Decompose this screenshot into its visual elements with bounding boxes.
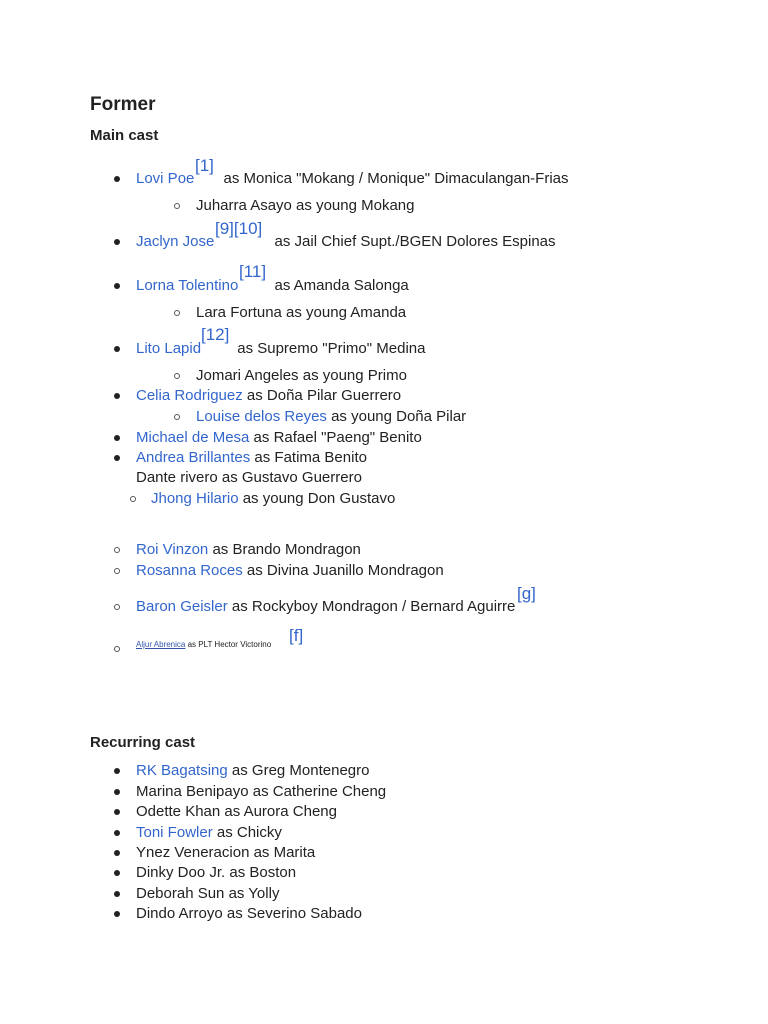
role-text: as Rockyboy Mondragon / Bernard Aguirre — [227, 598, 516, 615]
reference-link[interactable]: [12] — [201, 325, 230, 344]
list-item-louise-delos-reyes — [196, 408, 466, 426]
reference-link[interactable]: [1] — [195, 156, 214, 175]
role-text: as Monica "Mokang / Monique" Dimaculangan-Frias — [219, 170, 569, 187]
list-bullet — [114, 870, 120, 876]
list-bullet — [114, 789, 120, 795]
list-bullet — [114, 768, 120, 774]
list-bullet — [114, 283, 120, 289]
link-roi-vinzon[interactable]: Roi Vinzon — [136, 541, 209, 558]
list-item-aljur-abrenica — [136, 640, 271, 650]
role-text: as young Doña Pilar — [326, 408, 467, 425]
list-item-marina-benipayo: Marina Benipayo as Catherine Cheng — [136, 783, 387, 800]
reference-link[interactable]: [9][10] — [215, 219, 263, 238]
list-bullet — [114, 568, 120, 574]
list-bullet — [114, 435, 120, 441]
list-item-jomari-angeles: Jomari Angeles as young Primo — [196, 367, 407, 384]
list-bullet — [174, 373, 180, 379]
list-item-michael-de-mesa — [136, 429, 422, 447]
link-aljur-abrenica[interactable]: Aljur Abrenica — [136, 640, 186, 649]
list-bullet — [174, 414, 180, 420]
role-text: as Fatima Benito — [250, 449, 367, 466]
list-bullet — [114, 646, 120, 652]
link-rosanna-roces[interactable]: Rosanna Roces — [136, 562, 243, 579]
link-jhong-hilario[interactable]: Jhong Hilario — [151, 490, 239, 507]
role-text: as Amanda Salonga — [270, 277, 409, 294]
list-bullet — [114, 604, 120, 610]
list-bullet — [130, 496, 136, 502]
link-baron-geisler[interactable]: Baron Geisler — [136, 598, 228, 615]
list-bullet — [114, 830, 120, 836]
role-text: as Jail Chief Supt./BGEN Dolores Espinas — [270, 233, 556, 250]
role-text: as Divina Juanillo Mondragon — [242, 562, 444, 579]
list-bullet — [114, 911, 120, 917]
role-text: as Chicky — [212, 824, 282, 841]
list-item-odette-khan: Odette Khan as Aurora Cheng — [136, 803, 337, 820]
list-bullet — [114, 809, 120, 815]
list-bullet — [114, 176, 120, 182]
list-item-jhong-hilario — [151, 490, 395, 508]
role-text: as Supremo "Primo" Medina — [233, 340, 426, 357]
list-item-andrea-brillantes — [136, 449, 367, 467]
list-item-ynez-veneracion: Ynez Veneracion as Marita — [136, 844, 316, 861]
link-lito-lapid[interactable]: Lito Lapid — [136, 340, 202, 357]
link-lorna-tolentino[interactable]: Lorna Tolentino — [136, 277, 239, 294]
role-text: as Rafael "Paeng" Benito — [249, 429, 422, 446]
role-text: as Greg Montenegro — [227, 762, 370, 779]
list-item-celia-rodriguez — [136, 387, 401, 405]
list-item-roi-vinzon — [136, 541, 361, 559]
link-andrea-brillantes[interactable]: Andrea Brillantes — [136, 449, 251, 466]
list-item-dante-rivero: Dante rivero as Gustavo Guerrero — [136, 469, 362, 486]
list-bullet — [114, 346, 120, 352]
subheading-main-cast: Main cast — [90, 127, 159, 144]
list-item-deborah-sun: Deborah Sun as Yolly — [136, 885, 280, 902]
list-bullet — [174, 203, 180, 209]
list-bullet — [114, 547, 120, 553]
list-item-lito-lapid — [136, 340, 425, 358]
role-text: as Brando Mondragon — [208, 541, 361, 558]
link-toni-fowler[interactable]: Toni Fowler — [136, 824, 213, 841]
role-text: as young Don Gustavo — [238, 490, 396, 507]
list-bullet — [114, 393, 120, 399]
role-text: as PLT Hector Victorino — [185, 640, 272, 649]
list-item-dindo-arroyo: Dindo Arroyo as Severino Sabado — [136, 905, 362, 922]
list-item-toni-fowler — [136, 824, 282, 842]
reference-link[interactable]: [f] — [289, 626, 304, 645]
link-louise-delos-reyes[interactable]: Louise delos Reyes — [196, 408, 327, 425]
list-item-dinky-doo: Dinky Doo Jr. as Boston — [136, 864, 297, 881]
list-item-rosanna-roces — [136, 562, 444, 580]
list-item-lorna-tolentino — [136, 277, 409, 295]
list-bullet — [114, 239, 120, 245]
section-heading-former: Former — [90, 94, 156, 115]
list-bullet — [174, 310, 180, 316]
list-item-lara-fortuna: Lara Fortuna as young Amanda — [196, 304, 407, 321]
list-item-juharra-asayo: Juharra Asayo as young Mokang — [196, 197, 415, 214]
subheading-recurring-cast: Recurring cast — [90, 734, 196, 751]
role-text: as Doña Pilar Guerrero — [242, 387, 402, 404]
link-lovi-poe[interactable]: Lovi Poe — [136, 170, 195, 187]
reference-link[interactable]: [11] — [239, 262, 267, 281]
list-bullet — [114, 455, 120, 461]
link-celia-rodriguez[interactable]: Celia Rodriguez — [136, 387, 243, 404]
list-item-rk-bagatsing — [136, 762, 369, 780]
list-item-baron-geisler — [136, 598, 515, 616]
list-item-jaclyn-jose — [136, 233, 556, 251]
list-bullet — [114, 850, 120, 856]
link-michael-de-mesa[interactable]: Michael de Mesa — [136, 429, 250, 446]
link-rk-bagatsing[interactable]: RK Bagatsing — [136, 762, 228, 779]
link-jaclyn-jose[interactable]: Jaclyn Jose — [136, 233, 215, 250]
reference-link[interactable]: [g] — [517, 584, 536, 603]
list-bullet — [114, 891, 120, 897]
